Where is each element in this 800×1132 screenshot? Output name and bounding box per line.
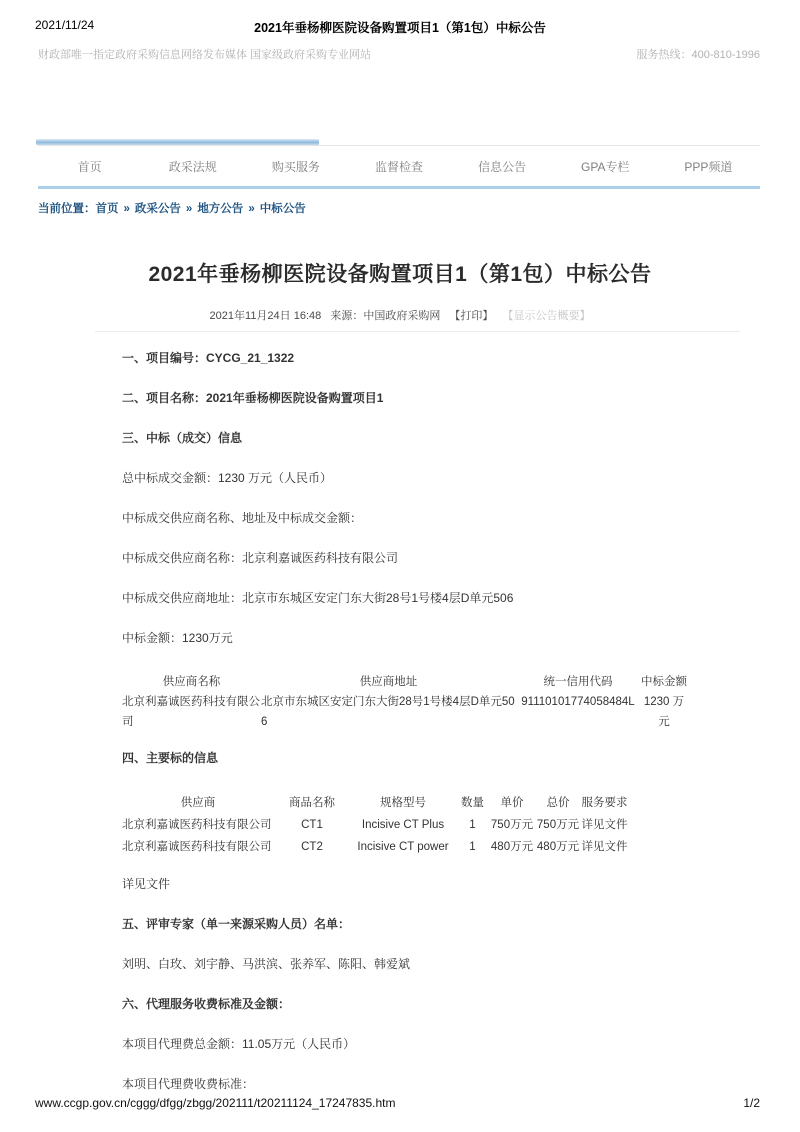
cell-quantity: 1 (469, 841, 476, 853)
cell-service-req: 详见文件 (581, 841, 628, 853)
col-credit-code: 统一信用代码 (543, 676, 613, 688)
col-total-price: 总价 (546, 797, 570, 809)
breadcrumb-prefix: 当前位置： (38, 203, 96, 215)
publish-datetime: 2021年11月24日 16:48 (209, 310, 322, 322)
table-row (122, 836, 628, 858)
title-divider (95, 331, 740, 332)
print-header-date: 2021/11/24 (35, 18, 95, 32)
section-project-number: 一、项目编号：CYCG_21_1322 (122, 351, 295, 365)
cell-model: Incisive CT power (357, 841, 449, 853)
cell-unit-price: 750万元 (490, 819, 534, 831)
section-agency-fee-heading: 六、代理服务收费标准及金额： (122, 997, 291, 1011)
breadcrumb-link-award-notices[interactable]: 中标公告 (259, 203, 306, 215)
cell-supplier-name: 北京利嘉诚医药科技有限公司 (122, 696, 260, 728)
table-row (122, 692, 688, 732)
col-product-name: 商品名称 (289, 797, 335, 809)
col-supplier-address: 供应商地址 (359, 676, 418, 688)
cell-total-price: 750万元 (536, 819, 580, 831)
nav-item-ppp[interactable]: PPP频道 (684, 159, 733, 174)
cell-credit-code: 91110101774058484L (521, 696, 635, 708)
article-source: 来源：中国政府采购网 (330, 310, 441, 322)
article-body (122, 352, 688, 1118)
table-header-row (122, 672, 688, 692)
supplier-address: 中标成交供应商地址：北京市东城区安定门东大街28号1号楼4层D单元506 (122, 591, 514, 605)
cell-award-amount: 1230 万元 (643, 696, 685, 728)
page-title: 2021年垂杨柳医院设备购置项目1（第1包）中标公告 (148, 263, 652, 286)
section-main-items-heading: 四、主要标的信息 (122, 751, 219, 765)
breadcrumb-link-local-notices[interactable]: 地方公告 (197, 203, 244, 215)
breadcrumb-link-procurement-notices[interactable]: 政采公告 (134, 203, 181, 215)
cell-product-name: CT1 (301, 819, 323, 831)
nav-item-regulations[interactable]: 政采法规 (168, 159, 217, 174)
breadcrumb-separator: » (248, 203, 255, 215)
print-footer-url: www.ccgp.gov.cn/cggg/dfgg/zbgg/202111/t20211124_17247835.htm (35, 1096, 396, 1110)
main-nav (38, 145, 760, 189)
award-supplier-table (122, 672, 688, 732)
breadcrumb-link-home[interactable]: 首页 (95, 203, 119, 215)
cell-total-price: 480万元 (536, 841, 580, 853)
print-button[interactable]: 【打印】 (449, 310, 494, 322)
cell-model: Incisive CT Plus (361, 819, 445, 831)
col-award-amount: 中标金额 (641, 676, 687, 688)
table-row (122, 814, 628, 836)
nav-item-gpa[interactable]: GPA专栏 (581, 159, 630, 174)
site-header (38, 46, 760, 62)
print-footer-page-number: 1/2 (743, 1096, 760, 1110)
service-hotline: 服务热线：400-810-1996 (636, 49, 760, 61)
print-header-title: 2021年垂杨柳医院设备购置项目1（第1包）中标公告 (254, 21, 546, 35)
col-unit-price: 单价 (500, 797, 524, 809)
col-supplier-name: 供应商名称 (162, 676, 221, 688)
site-tagline: 财政部唯一指定政府采购信息网络发布媒体 国家级政府采购专业网站 (38, 49, 372, 61)
cell-quantity: 1 (469, 819, 476, 831)
col-supplier: 供应商 (180, 797, 216, 809)
cell-supplier: 北京利嘉诚医药科技有限公司 (122, 841, 272, 853)
article-meta (0, 307, 800, 323)
table-header-row (122, 792, 628, 814)
section-experts-heading: 五、评审专家（单一来源采购人员）名单： (122, 917, 351, 931)
supplier-intro: 中标成交供应商名称、地址及中标成交金额： (122, 511, 363, 525)
cell-service-req: 详见文件 (581, 819, 628, 831)
see-file-note: 详见文件 (122, 877, 171, 891)
cell-unit-price: 480万元 (490, 841, 534, 853)
breadcrumb-separator: » (185, 203, 193, 215)
section-project-name: 二、项目名称：2021年垂杨柳医院设备购置项目1 (122, 391, 384, 405)
col-model: 规格型号 (380, 797, 426, 809)
experts-list: 刘明、白玫、刘宇静、马洪滨、张养军、陈阳、韩爱斌 (122, 957, 411, 971)
nav-item-announcements[interactable]: 信息公告 (478, 159, 527, 174)
nav-item-supervision[interactable]: 监督检查 (374, 159, 423, 174)
col-service-req: 服务要求 (581, 797, 628, 809)
section-award-info-heading: 三、中标（成交）信息 (122, 431, 243, 445)
breadcrumb-separator: » (123, 203, 130, 215)
nav-item-home[interactable]: 首页 (77, 159, 102, 174)
supplier-name: 中标成交供应商名称：北京利嘉诚医药科技有限公司 (122, 551, 399, 565)
agency-fee-total: 本项目代理费总金额：11.05万元（人民币） (122, 1037, 356, 1051)
total-award-amount: 总中标成交金额：1230 万元（人民币） (122, 471, 333, 485)
cell-product-name: CT2 (301, 841, 323, 853)
cell-supplier-address: 北京市东城区安定门东大街28号1号楼4层D单元506 (261, 696, 515, 728)
col-quantity: 数量 (461, 797, 484, 809)
nav-item-purchase-services[interactable]: 购买服务 (271, 159, 320, 174)
show-summary-link[interactable]: 【显示公告概要】 (502, 310, 591, 322)
award-amount: 中标金额：1230万元 (122, 631, 233, 645)
bid-items-table (122, 792, 628, 858)
cell-supplier: 北京利嘉诚医药科技有限公司 (122, 819, 272, 831)
agency-fee-standard: 本项目代理费收费标准： (122, 1077, 255, 1091)
breadcrumb (38, 200, 306, 216)
